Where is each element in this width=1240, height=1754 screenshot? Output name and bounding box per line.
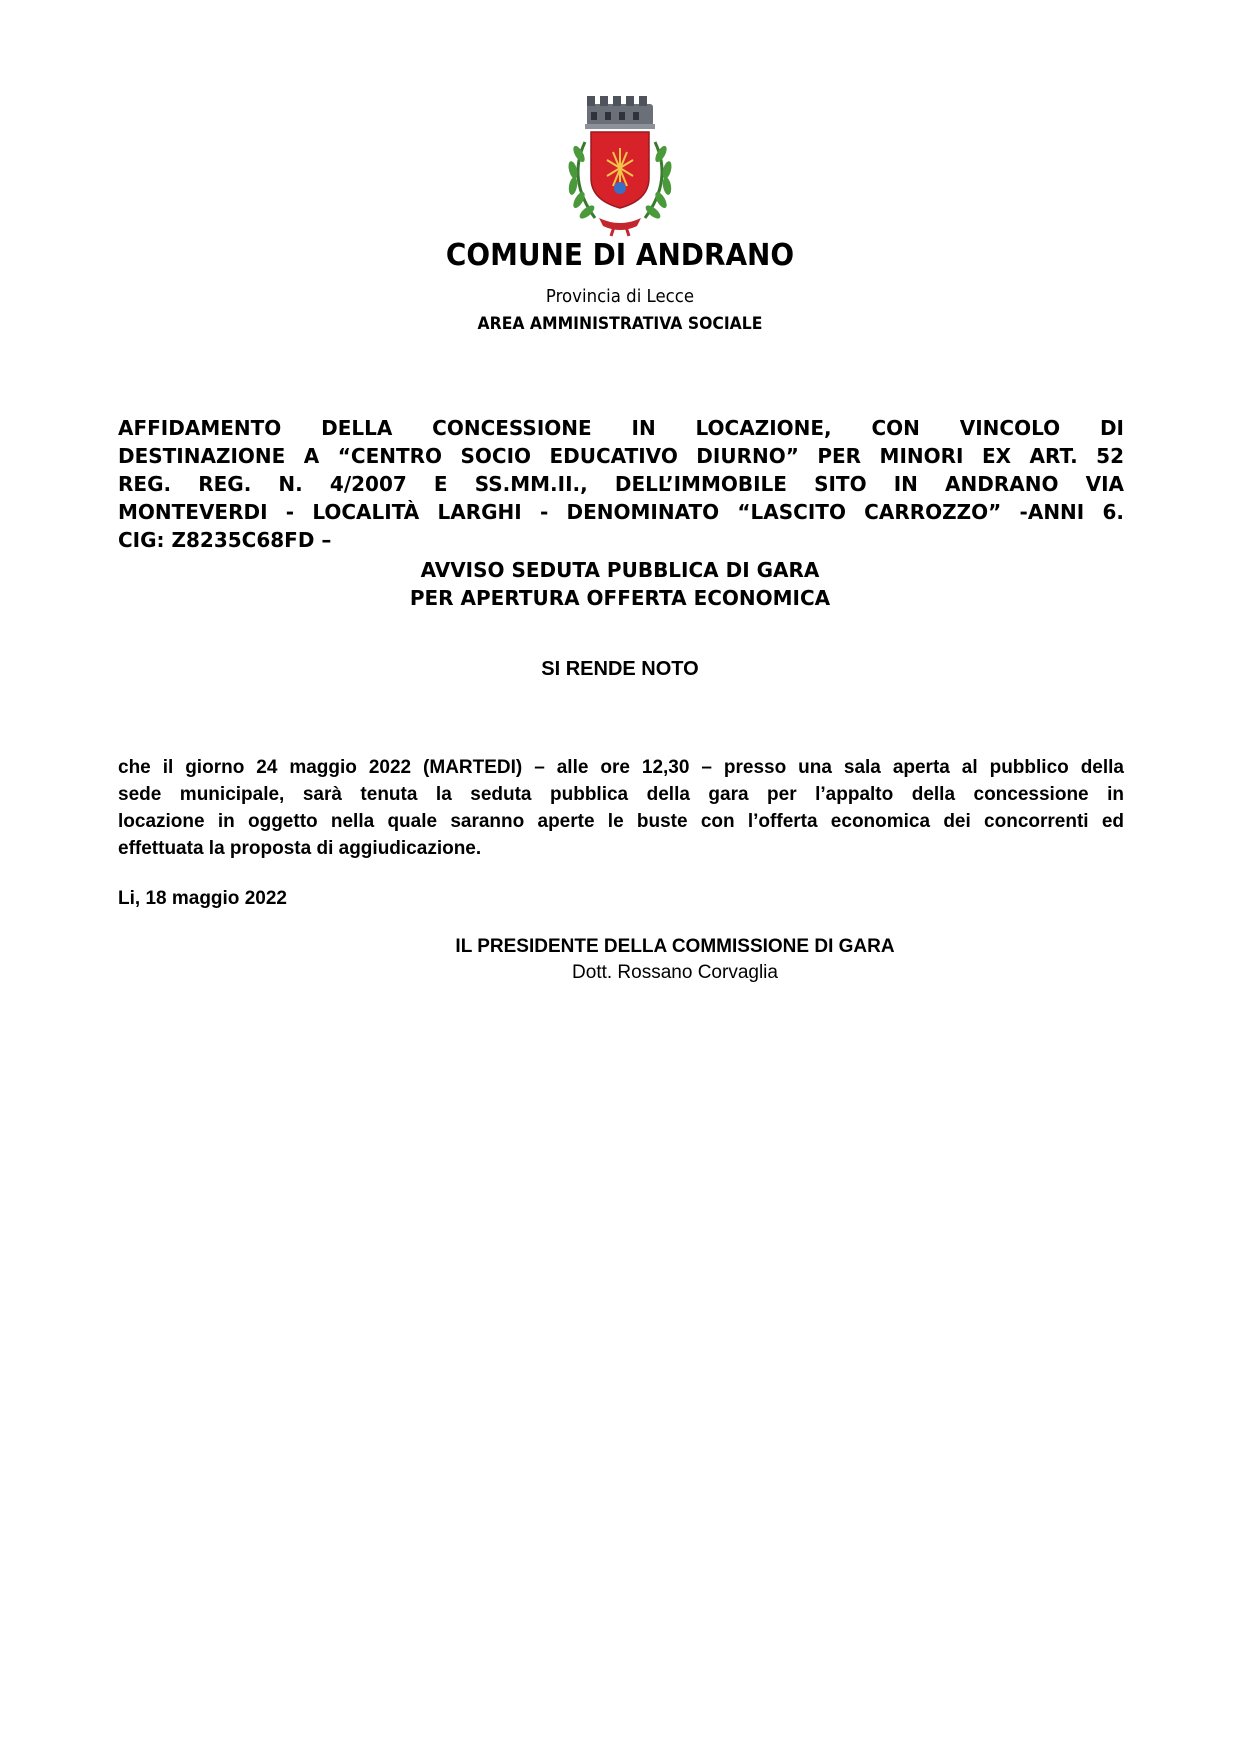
signature-block [430, 934, 920, 986]
province-label: Provincia di Lecce [545, 286, 695, 307]
body-line: effettuata la proposta di aggiudicazione. [118, 838, 482, 859]
announcement-heading: SI RENDE NOTO [541, 658, 699, 680]
signatory-name: Dott. Rossano Corvaglia [572, 962, 778, 983]
municipal-coat-of-arms-logo [555, 90, 685, 240]
body-line: che il giorno 24 maggio 2022 (MARTEDI) – alle ore 12,30 – presso una sala aperta al pubblico della [118, 757, 1124, 778]
subject-line: DESTINAZIONE A “CENTRO SOCIO EDUCATIVO DIURNO” PER MINORI EX ART. 52 [118, 444, 1124, 468]
subject-line: MONTEVERDI - LOCALITÀ LARGHI - DENOMINATO “LASCITO CARROZZO” -ANNI 6. [118, 500, 1124, 524]
crown-icon [585, 96, 655, 129]
body-line: sede municipale, sarà tenuta la seduta pubblica della gara per l’appalto della concessione in [118, 784, 1124, 805]
notice-heading-line: AVVISO SEDUTA PUBBLICA DI GARA [420, 558, 820, 582]
notice-body [118, 754, 1124, 862]
place-and-date: Li, 18 maggio 2022 [118, 888, 287, 909]
subject-line: AFFIDAMENTO DELLA CONCESSIONE IN LOCAZIONE, CON VINCOLO DI [118, 416, 1124, 440]
notice-heading [0, 556, 1240, 612]
notice-heading-line: PER APERTURA OFFERTA ECONOMICA [409, 586, 831, 610]
subject-line: REG. REG. N. 4/2007 E SS.MM.II., DELL’IMMOBILE SITO IN ANDRANO VIA [118, 472, 1124, 496]
department-label: AREA AMMINISTRATIVA SOCIALE [477, 314, 763, 334]
shield-icon [591, 132, 649, 208]
tender-subject [118, 414, 1124, 554]
ribbon-icon [599, 218, 641, 236]
body-line: locazione in oggetto nella quale saranno aperte le buste con l’offerta economica dei concorrenti ed [118, 811, 1124, 832]
subject-line: CIG: Z8235C68FD – [118, 528, 332, 552]
municipality-title: COMUNE DI ANDRANO [445, 238, 795, 273]
signatory-title: IL PRESIDENTE DELLA COMMISSIONE DI GARA [455, 936, 895, 957]
